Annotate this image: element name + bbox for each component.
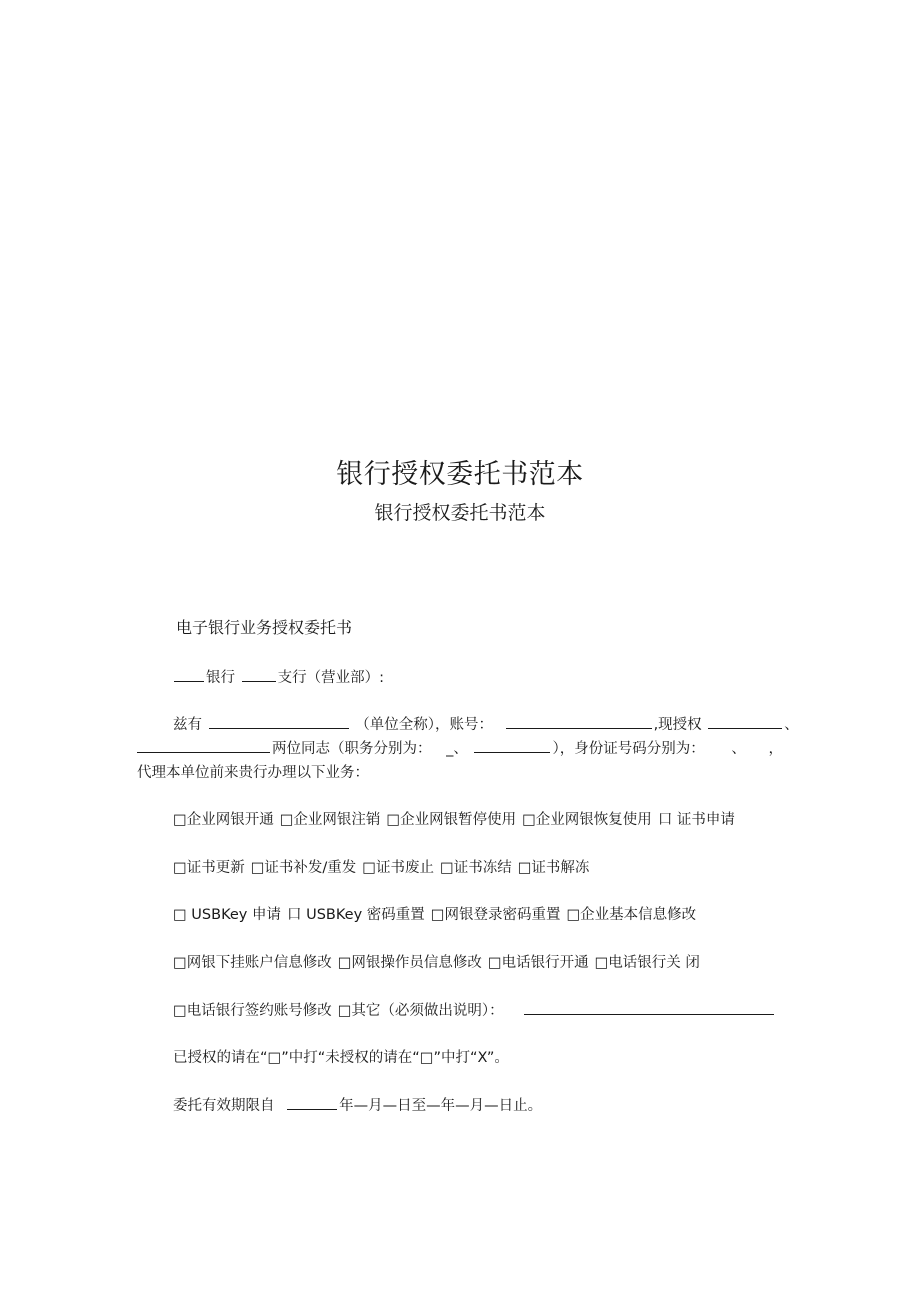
body-text: 年—月—日至—年—月—日止。 — [339, 1098, 543, 1114]
document-title: 银行授权委托书范本 — [336, 459, 584, 490]
body-line-2 — [137, 737, 783, 758]
body-text: 兹有 — [173, 717, 202, 733]
addressee-bank: 银行 — [206, 670, 235, 686]
option-checkbox[interactable]: □网银下挂账户信息修改 — [173, 955, 332, 971]
option-checkbox[interactable]: □企业网银暂停使用 — [386, 812, 517, 828]
option-checkbox[interactable]: □电话银行签约账号修改 — [173, 1003, 332, 1019]
option-checkbox[interactable]: □电话银行开通 — [487, 955, 589, 971]
body-line-3: 代理本单位前来贵行办理以下业务： — [137, 765, 369, 781]
options-row-3 — [173, 903, 696, 924]
position-blank — [474, 738, 550, 753]
other-explanation-blank — [524, 1000, 774, 1015]
option-checkbox[interactable]: □ USBKey 申请 — [173, 907, 281, 923]
document-subtitle: 银行授权委托书范本 — [374, 502, 546, 524]
person2-blank — [137, 738, 270, 753]
validity-line — [173, 1094, 542, 1115]
body-text: （单位全称），账号： — [355, 717, 493, 733]
option-checkbox[interactable]: 口 USBKey 密码重置 — [286, 907, 425, 923]
body-text: ， — [768, 741, 783, 757]
year-blank — [287, 1095, 337, 1110]
branch-blank — [242, 667, 276, 682]
option-checkbox[interactable]: □网银操作员信息修改 — [337, 955, 482, 971]
account-blank — [506, 714, 652, 729]
body-text: 、 — [784, 717, 799, 733]
body-text: ），身份证号码分别为： — [552, 741, 705, 757]
body-line-1 — [173, 713, 799, 734]
body-text: _、 — [446, 741, 468, 757]
option-checkbox[interactable]: □企业基本信息修改 — [566, 907, 697, 923]
body-text: 、 — [731, 741, 746, 757]
option-checkbox[interactable]: □证书废止 — [362, 860, 434, 876]
person1-blank — [708, 714, 782, 729]
instruction-line: 已授权的请在“□”中打“未授权的请在“□”中打“X”。 — [173, 1050, 509, 1066]
option-checkbox[interactable]: □其它（必须做出说明）： — [337, 1003, 504, 1019]
unit-name-blank — [209, 714, 349, 729]
option-checkbox[interactable]: 口 证书申请 — [657, 812, 735, 828]
option-checkbox[interactable]: □企业网银开通 — [173, 812, 274, 828]
options-row-4 — [173, 951, 700, 972]
options-row-1 — [173, 808, 735, 829]
body-text: ,现授权 — [653, 717, 702, 733]
addressee-branch: 支行（营业部）: — [277, 670, 384, 686]
option-checkbox[interactable]: □证书冻结 — [440, 860, 512, 876]
option-checkbox[interactable]: □证书更新 — [173, 860, 245, 876]
option-checkbox[interactable]: □证书补发/重发 — [250, 860, 357, 876]
option-checkbox[interactable]: □网银登录密码重置 — [430, 907, 561, 923]
option-checkbox[interactable]: □企业网银注销 — [279, 812, 381, 828]
body-text: 委托有效期限自 — [173, 1098, 275, 1114]
letter-heading: 电子银行业务授权委托书 — [176, 618, 353, 637]
body-text: 两位同志（职务分别为： — [272, 741, 432, 757]
bank-blank — [174, 667, 204, 682]
option-checkbox[interactable]: □电话银行关 闭 — [594, 955, 700, 971]
option-checkbox[interactable]: □证书解冻 — [517, 860, 590, 876]
options-row-2 — [173, 856, 589, 877]
options-row-5 — [173, 999, 776, 1020]
option-checkbox[interactable]: □企业网银恢复使用 — [522, 812, 652, 828]
addressee-line — [174, 666, 384, 687]
